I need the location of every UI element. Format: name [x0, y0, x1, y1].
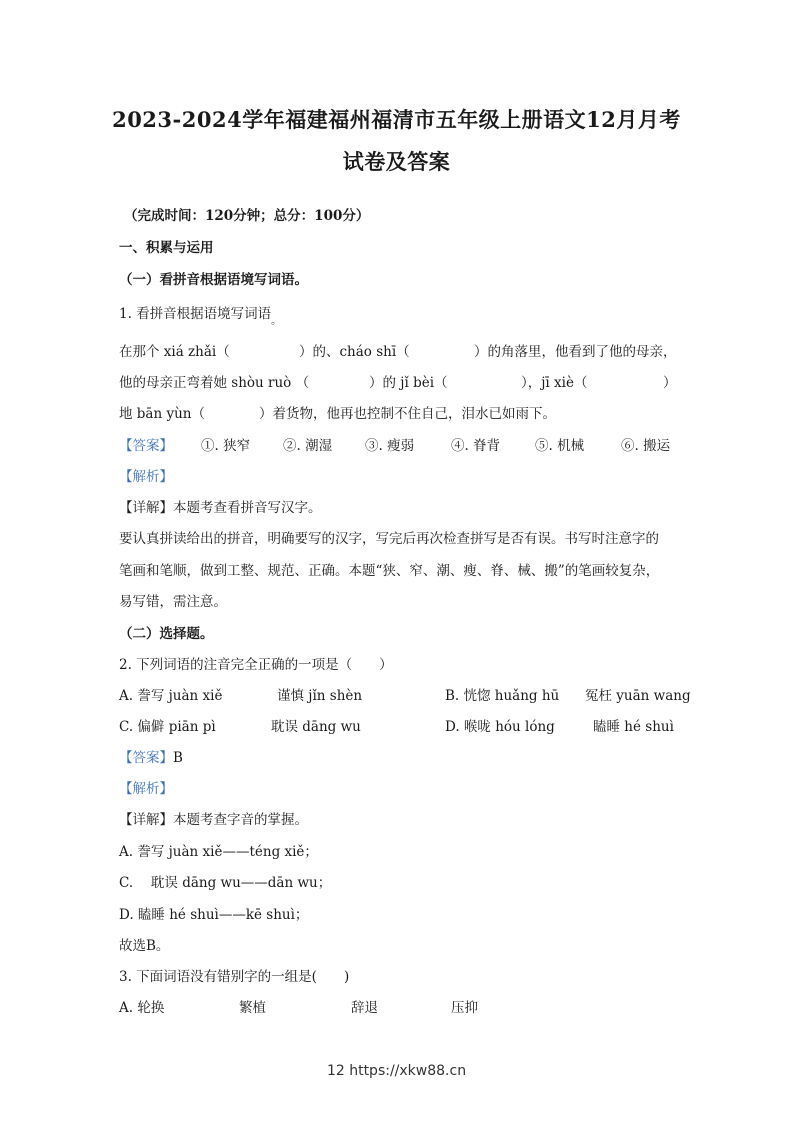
answer-item-3: ③. 瘦弱: [365, 438, 415, 454]
answer-item-1: ①. 狭窄: [201, 438, 251, 454]
answer-item-6: ⑥. 搬运: [621, 438, 671, 454]
question-3-prompt: 3. 下面词语没有错别字的一组是( ): [119, 969, 350, 985]
question-1-explanation-line-2: 笔画和笔顺，做到工整、规范、正确。本题“狭、窄、潮、瘦、脊、械、搬”的笔画较复杂，: [119, 563, 660, 579]
question-1-analysis-tag: 【解析】: [119, 469, 173, 485]
option-d-word-2: 瞌睡 hé shuì: [593, 719, 674, 735]
part-heading-pinyin: （一）看拼音根据语境写词语。: [119, 272, 308, 288]
exam-info: （完成时间：120分钟；总分：100分）: [124, 208, 370, 224]
option-c-word-2: 耽误 dāng wu: [271, 719, 361, 735]
question-2-explanation-d: D. 瞌睡 hé shuì——kē shuì；: [119, 907, 309, 923]
section-heading: 一、积累与运用: [119, 240, 214, 256]
question-2-answer-value: B: [173, 750, 183, 766]
question-2-conclusion: 故选B。: [119, 938, 170, 954]
question-1-prompt-mark: 。: [271, 316, 282, 327]
question-2-answer-row: [119, 748, 183, 768]
option-d-word-1: D. 喉咙 hóu lóng: [445, 719, 555, 735]
q1-line1-part-a: 在那个 xiá zhǎi（: [119, 344, 230, 360]
part-heading-choice: （二）选择题。: [119, 626, 214, 642]
document-title-line-2: 试卷及答案: [342, 149, 451, 174]
answer-item-2: ②. 潮湿: [283, 438, 333, 454]
document-title-line-1: 2023-2024学年福建福州福清市五年级上册语文12月月考: [112, 107, 681, 132]
q1-line1-part-b: ）的、cháo shī（: [299, 344, 410, 360]
question-2-prompt: 2. 下列词语的注音完全正确的一项是（ ）: [119, 657, 393, 673]
answer-item-5: ⑤. 机械: [535, 438, 585, 454]
question-2-explanation-a: A. 誊写 juàn xiě——téng xiě；: [119, 844, 318, 860]
page-footer: 12 https://xkw88.cn: [326, 1063, 467, 1079]
q1-line3-part-b: ）着货物，他再也控制不住自己，泪水已如雨下。: [259, 406, 556, 422]
option-a-word-4: 压抑: [451, 1000, 478, 1016]
option-b-word-1: B. 恍惚 huǎng hū: [445, 688, 560, 704]
answer-tag: 【答案】: [119, 750, 173, 766]
question-1-explanation-line-3: 易写错，需注意。: [119, 594, 227, 610]
q1-line3-part-a: 地 bān yùn（: [119, 406, 205, 422]
q1-line2-part-c: ），jī xiè（: [521, 375, 588, 391]
q1-line2-part-b: ）的 jǐ bèi（: [369, 375, 448, 391]
question-1-detail: 【详解】本题考查看拼音写汉字。: [119, 500, 322, 516]
option-a-word-1: A. 誊写 juàn xiě: [119, 688, 223, 704]
question-2-analysis-tag: 【解析】: [119, 781, 173, 797]
option-a-word-1: A. 轮换: [119, 1000, 165, 1016]
option-a-word-3: 辞退: [351, 1000, 378, 1016]
option-a-word-2: 繁植: [239, 1000, 266, 1016]
q1-line2-part-d: ）: [663, 375, 677, 391]
answer-item-4: ④. 脊背: [451, 438, 501, 454]
q1-line1-part-c: ）的角落里，他看到了他的母亲，: [474, 344, 677, 360]
option-c-word-1: C. 偏僻 piān pì: [119, 719, 216, 735]
question-1-prompt: [119, 304, 281, 332]
question-2-explanation-c: C. 耽误 dāng wu——dān wu；: [119, 875, 332, 891]
answer-tag: 【答案】: [119, 438, 173, 454]
option-a-word-2: 谨慎 jǐn shèn: [277, 688, 363, 704]
question-2-detail: 【详解】本题考查字音的掌握。: [119, 812, 308, 828]
q1-line2-part-a: 他的母亲正弯着她 shòu ruò （: [119, 375, 310, 391]
option-b-word-2: 冤枉 yuān wang: [585, 688, 691, 704]
question-1-prompt-text: 1. 看拼音根据语境写词语: [119, 306, 272, 322]
question-1-explanation-line-1: 要认真拼读给出的拼音，明确要写的汉字，写完后再次检查拼写是否有误。书写时注意字的: [119, 531, 659, 547]
